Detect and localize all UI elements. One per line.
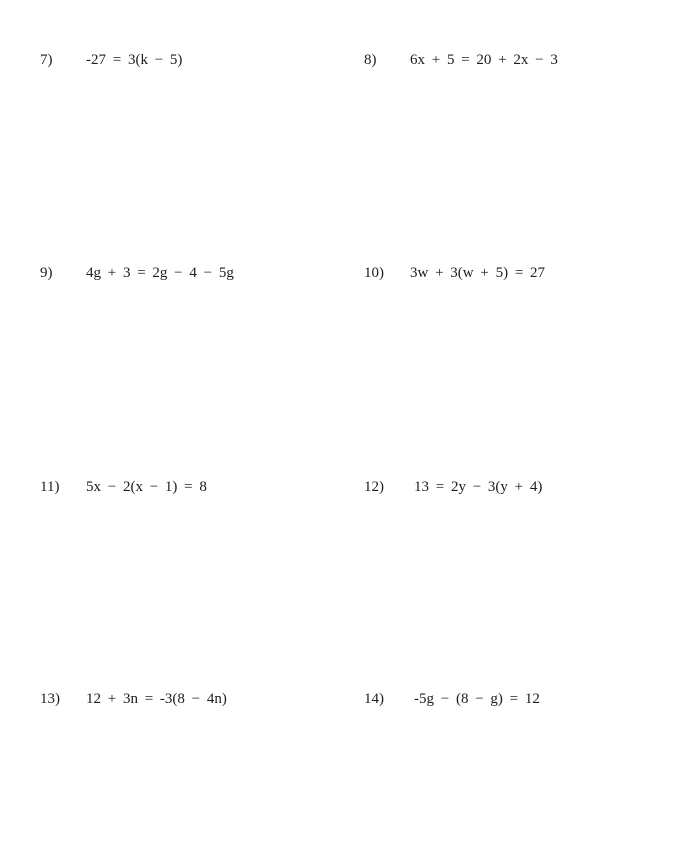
problem-equation: 6x + 5 = 20 + 2x − 3: [410, 52, 558, 68]
problem-equation: 12 + 3n = -3(8 − 4n): [86, 691, 227, 707]
problem-equation: -27 = 3(k − 5): [86, 52, 183, 68]
problem-equation: -5g − (8 − g) = 12: [414, 691, 540, 707]
problem-number: 7): [40, 52, 53, 68]
problem-equation: 4g + 3 = 2g − 4 − 5g: [86, 265, 234, 281]
problem-number: 12): [364, 479, 384, 495]
problem-number: 8): [364, 52, 377, 68]
problem-number: 10): [364, 265, 384, 281]
problem-number: 14): [364, 691, 384, 707]
problem-equation: 5x − 2(x − 1) = 8: [86, 479, 207, 495]
problem-equation: 3w + 3(w + 5) = 27: [410, 265, 546, 281]
problem-number: 9): [40, 265, 53, 281]
problem-equation: 13 = 2y − 3(y + 4): [414, 479, 543, 495]
problem-number: 13): [40, 691, 60, 707]
problem-number: 11): [40, 479, 60, 495]
